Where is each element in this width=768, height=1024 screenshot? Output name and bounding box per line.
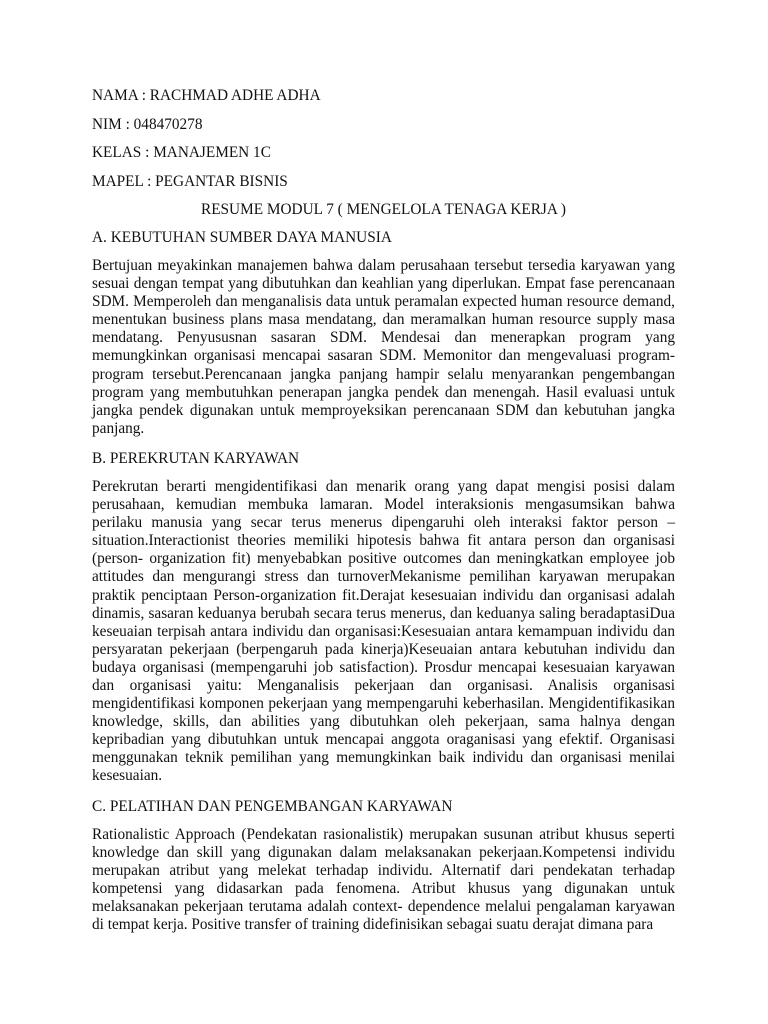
student-class: KELAS : MANAJEMEN 1C (92, 144, 271, 161)
section-heading-b: B. PEREKRUTAN KARYAWAN (92, 449, 300, 467)
section-body-a: Bertujuan meyakinkan manajemen bahwa dalam perusahaan tersebut tersedia karyawan yang sesuai dengan tempat yang dibutuhkan dan keahlian yang diperlukan. Empat fase perencanaan SDM. Memperoleh dan menganalisis data untuk peramalan expected human resource demand, menentukan business plans masa mendatang, dan meramalkan human resource supply masa mendatang. Penyususnan sasaran SDM. Mendesai dan menerapkan program yang memungkinkan organisasi mencapai sasaran SDM. Memonitor dan mengevaluasi program-program tersebut.Perencanaan jangka panjang hampir selalu menyarankan pengembangan program yang membutuhkan penerapan jangka pendek dan menengah. Hasil evaluasi untuk jangka pendek digunakan untuk memproyeksikan perencanaan SDM dan kebutuhan jangka panjang. (92, 257, 675, 437)
section-body-c: Rationalistic Approach (Pendekatan rasionalistik) merupakan susunan atribut khusus seperti knowledge dan skill yang digunakan dalam melaksanakan pekerjaan.Kompetensi individu merupakan atribut yang melekat terhadap individu. Alternatif dari pendekatan terhadap kompetensi yang didasarkan pada fenomena. Atribut khusus yang digunakan untuk melaksanakan pekerjaan terutama adalah context- dependence melalui pengalaman karyawan di tempat kerja. Positive transfer of training didefinisikan sebagai suatu derajat dimana para (92, 825, 675, 933)
document-content (92, 86, 675, 945)
student-nim: NIM : 048470278 (92, 115, 203, 133)
section-heading-a: A. KEBUTUHAN SUMBER DAYA MANUSIA (92, 229, 392, 246)
section-body-b: Perekrutan berarti mengidentifikasi dan menarik orang yang dapat mengisi posisi dalam perusahaan, kemudian membuka lamaran. Model interaksionis mengasumsikan bahwa perilaku manusia yang secar terus menerus dipengaruhi oleh interaksi faktor person – situation.Interactionist theories memiliki hipotesis bahwa fit antara person dan organisasi (person- organization fit) menyebabkan positive outcomes dan meningkatkan employee job attitudes dan mengurangi stress dan turnoverMekanisme pemilihan karyawan merupakan praktik penciptaan Person-organization fit.Derajat kesesuaian individu dan organisasi adalah dinamis, sasaran keduanya berubah secara terus menerus, dan keduanya saling beradaptasiDua keseuaian terpisah antara individu dan organisasi:Kesesuaian antara kemampuan individu dan persyaratan pekerjaan (berpengaruh pada kinerja)Keseuaian antara kebutuhan individu dan budaya organisasi (mempengaruhi job satisfaction). Prosdur mencapai kesesuaian karyawan dan organisasi yaitu: Menganalisis pekerjaan dan organisasi. Analisis organisasi mengidentifikasi komponen pekerjaan yang mempengaruhi keberhasilan. Mengidentifikasikan knowledge, skills, dan abilities yang dibutuhkan oleh pekerjaan, sama halnya dengan kepribadian yang dibutuhkan untuk mencapai anggota oraganisasi yang efektif. Organisasi menggunakan teknik pemilihan yang memungkinkan baik individu dan organisasi menilai kesesuaian. (92, 477, 675, 785)
subject: MAPEL : PEGANTAR BISNIS (92, 172, 288, 190)
section-heading-c: C. PELATIHAN DAN PENGEMBANGAN KARYAWAN (92, 797, 453, 815)
document-title: RESUME MODUL 7 ( MENGELOLA TENAGA KERJA ) (201, 201, 566, 218)
student-name: NAMA : RACHMAD ADHE ADHA (92, 87, 321, 104)
